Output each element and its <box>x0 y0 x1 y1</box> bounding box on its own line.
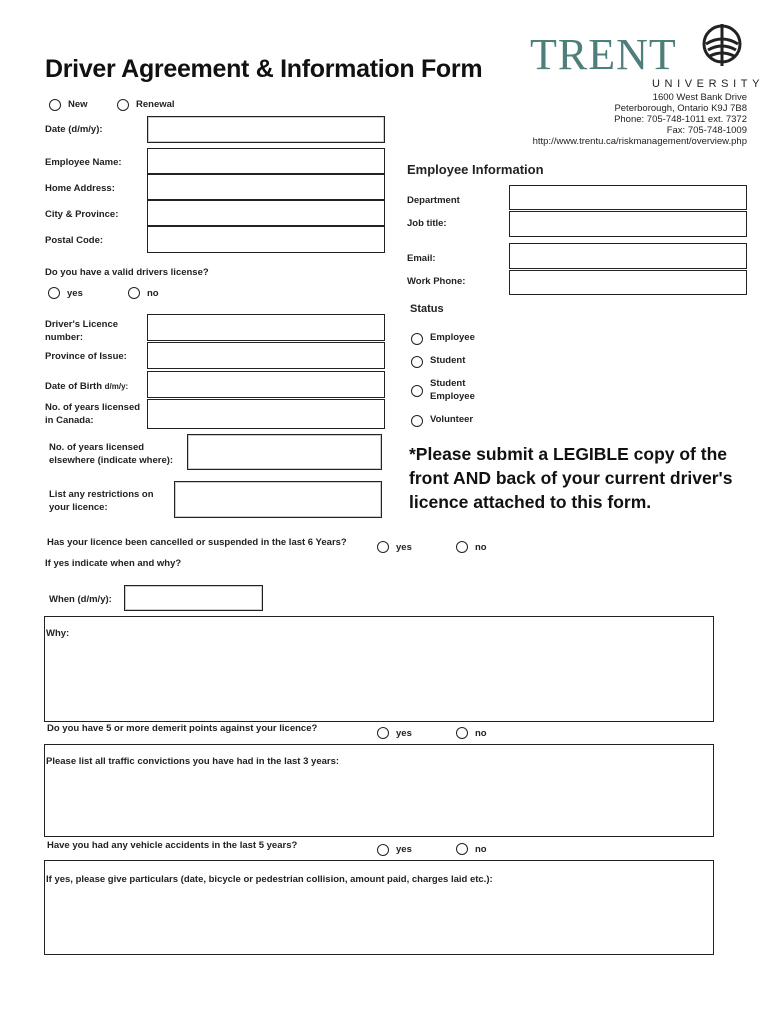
new-radio[interactable] <box>49 99 61 111</box>
city-province-field[interactable] <box>147 200 385 226</box>
renewal-label: Renewal <box>136 99 175 110</box>
trent-emblem-icon <box>696 22 748 70</box>
demerit-yes-label: yes <box>396 728 412 739</box>
valid-license-yes-label: yes <box>67 288 83 299</box>
demerit-no-label: no <box>475 728 487 739</box>
address-line-2: Peterborough, Ontario K9J 7B8 <box>614 103 747 114</box>
postal-code-label: Postal Code: <box>45 235 104 246</box>
logo-university: UNIVERSITY <box>652 78 765 90</box>
convictions-field[interactable] <box>44 744 714 837</box>
logo-wordmark: TRENT <box>530 30 677 79</box>
website-line: http://www.trentu.ca/riskmanagement/overview.php <box>532 136 747 147</box>
date-label: Date (d/m/y): <box>45 124 103 135</box>
work-phone-field[interactable] <box>509 270 747 295</box>
status-student-label: Student <box>430 355 466 366</box>
years-canada-field[interactable] <box>147 399 385 429</box>
form-title: Driver Agreement & Information Form <box>45 55 483 83</box>
date-field[interactable] <box>147 116 385 143</box>
new-label: New <box>68 99 88 110</box>
status-student-employee-radio[interactable] <box>411 385 423 397</box>
status-student-employee-label: Student Employee <box>430 378 475 402</box>
status-student-radio[interactable] <box>411 356 423 368</box>
employee-info-heading: Employee Information <box>407 162 544 177</box>
dob-label-format: d/m/y: <box>104 382 129 391</box>
dob-label-main: Date of Birth <box>45 381 102 392</box>
province-issue-field[interactable] <box>147 342 385 369</box>
demerit-yes-radio[interactable] <box>377 727 389 739</box>
years-canada-label: No. of years licensed in Canada: <box>45 402 141 426</box>
convictions-label: Please list all traffic convictions you have had in the last 3 years: <box>46 756 340 767</box>
dob-field[interactable] <box>147 371 385 398</box>
status-volunteer-label: Volunteer <box>430 414 474 425</box>
accident-particulars-field[interactable] <box>44 860 714 955</box>
accidents-yes-radio[interactable] <box>377 844 389 856</box>
accident-particulars-label: If yes, please give particulars (date, bicycle or pedestrian collision, amount paid, charges laid etc.): <box>46 874 493 885</box>
accidents-no-radio[interactable] <box>456 843 468 855</box>
cancelled-followup-text: If yes indicate when and why? <box>45 558 182 569</box>
home-address-label: Home Address: <box>45 183 115 194</box>
cancelled-question: Has your licence been cancelled or suspended in the last 6 Years? <box>47 537 347 548</box>
demerit-no-radio[interactable] <box>456 727 468 739</box>
cancelled-yes-radio[interactable] <box>377 541 389 553</box>
phone-line: Phone: 705-748-1011 ext. 7372 <box>614 114 747 125</box>
dob-label <box>45 380 128 393</box>
accidents-question: Have you had any vehicle accidents in the last 5 years? <box>47 840 298 851</box>
email-field[interactable] <box>509 243 747 269</box>
status-volunteer-radio[interactable] <box>411 415 423 427</box>
restrictions-label: List any restrictions on your licence: <box>49 489 154 513</box>
licence-number-label: Driver's Licence number: <box>45 319 119 343</box>
employee-name-field[interactable] <box>147 148 385 174</box>
why-field[interactable] <box>44 616 714 722</box>
address-line-1: 1600 West Bank Drive <box>652 92 747 103</box>
employee-name-label: Employee Name: <box>45 157 122 168</box>
fax-line: Fax: 705-748-1009 <box>666 125 747 136</box>
why-label: Why: <box>46 628 70 639</box>
status-heading: Status <box>410 303 444 315</box>
renewal-radio[interactable] <box>117 99 129 111</box>
valid-license-no-label: no <box>147 288 159 299</box>
status-employee-radio[interactable] <box>411 333 423 345</box>
cancelled-yes-label: yes <box>396 542 412 553</box>
demerit-question: Do you have 5 or more demerit points against your licence? <box>47 723 318 734</box>
province-issue-label: Province of Issue: <box>45 351 127 362</box>
years-elsewhere-field[interactable] <box>187 434 382 470</box>
licence-number-field[interactable] <box>147 314 385 341</box>
cancelled-no-label: no <box>475 542 487 553</box>
accidents-yes-label: yes <box>396 844 412 855</box>
work-phone-label: Work Phone: <box>407 276 466 287</box>
cancelled-no-radio[interactable] <box>456 541 468 553</box>
legible-copy-notice: *Please submit a LEGIBLE copy of the front AND back of your current driver's licence attached to this form. <box>409 444 733 512</box>
job-title-label: Job title: <box>407 218 447 229</box>
department-field[interactable] <box>509 185 747 210</box>
job-title-field[interactable] <box>509 211 747 237</box>
when-label: When (d/m/y): <box>49 594 112 605</box>
valid-license-question: Do you have a valid drivers license? <box>45 267 209 278</box>
email-label: Email: <box>407 253 436 264</box>
accidents-no-label: no <box>475 844 487 855</box>
valid-license-yes-radio[interactable] <box>48 287 60 299</box>
when-field[interactable] <box>124 585 263 611</box>
valid-license-no-radio[interactable] <box>128 287 140 299</box>
status-employee-label: Employee <box>430 332 475 343</box>
department-label: Department <box>407 195 460 206</box>
home-address-field[interactable] <box>147 174 385 200</box>
city-province-label: City & Province: <box>45 209 119 220</box>
postal-code-field[interactable] <box>147 226 385 253</box>
years-elsewhere-label: No. of years licensed elsewhere (indicate where): <box>49 442 174 466</box>
restrictions-field[interactable] <box>174 481 382 518</box>
